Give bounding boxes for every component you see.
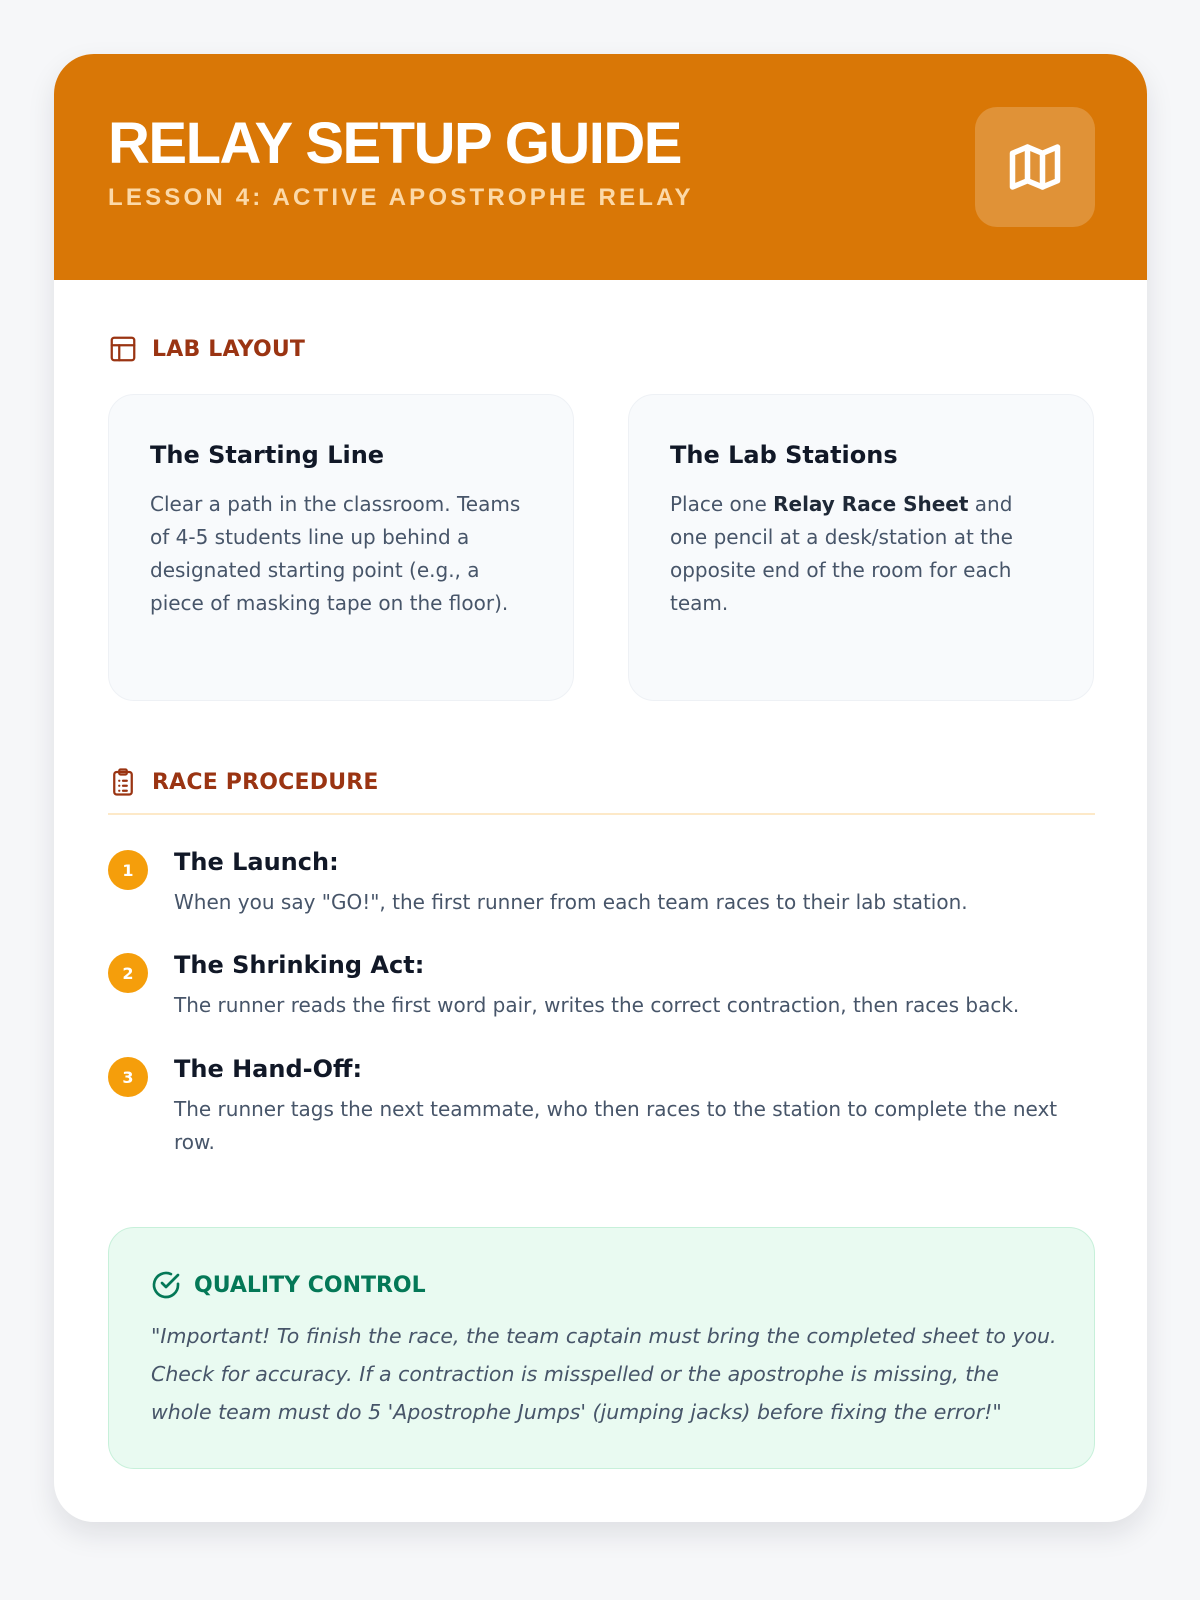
- step-description: When you say "GO!", the first runner from each team races to their lab station.: [174, 890, 968, 914]
- lab-layout-label: LAB LAYOUT: [152, 336, 306, 362]
- race-procedure-label: RACE PROCEDURE: [152, 769, 379, 795]
- layout-icon: [108, 334, 138, 364]
- starting-line-title: The Starting Line: [150, 441, 385, 469]
- map-badge: [975, 107, 1095, 227]
- clipboard-list-icon: [108, 767, 138, 797]
- step-title: The Shrinking Act:: [174, 951, 425, 979]
- step-description: The runner tags the next teammate, who then races to the station to complete the next row.: [174, 1097, 1058, 1154]
- lab-stations-text-pre: Place one: [670, 491, 774, 516]
- section-divider: [108, 813, 1095, 815]
- page-subtitle: LESSON 4: ACTIVE APOSTROPHE RELAY: [108, 184, 694, 211]
- race-procedure-heading: [108, 767, 379, 797]
- quality-control-heading: [150, 1269, 426, 1301]
- check-circle-icon: [150, 1269, 182, 1301]
- quality-control-text: "Important! To finish the race, the team captain must bring the completed sheet to you. Check for accuracy. If a contraction is misspelled or the apostrophe is missing, the whole team must do 5 'Apostrophe Jumps' (jumping jacks) before fixing the error!": [151, 1324, 1057, 1424]
- step-description: The runner reads the first word pair, writes the correct contraction, then races back.: [174, 993, 1020, 1017]
- page-title: RELAY SETUP GUIDE: [108, 111, 681, 176]
- step-number-badge: 1: [108, 850, 148, 890]
- map-icon: [1005, 137, 1065, 197]
- step-number-badge: 3: [108, 1057, 148, 1097]
- step-title: The Launch:: [174, 848, 339, 876]
- quality-control-box: [108, 1227, 1095, 1469]
- starting-line-text: Clear a path in the classroom. Teams of 4-5 students line up behind a designated starting point (e.g., a piece of masking tape on the floor).: [150, 491, 521, 615]
- guide-header: [54, 54, 1147, 280]
- relay-race-sheet-emphasis: Relay Race Sheet: [773, 491, 969, 516]
- step-title: The Hand-Off:: [174, 1055, 363, 1083]
- starting-line-card: [108, 394, 574, 701]
- lab-stations-text-post: and one pencil at a desk/station at the opposite end of the room for each team.: [670, 491, 1013, 615]
- lab-stations-card: [628, 394, 1094, 701]
- lab-layout-heading: [108, 334, 305, 364]
- step-number-badge: 2: [108, 953, 148, 993]
- lab-stations-title: The Lab Stations: [670, 441, 898, 469]
- quality-control-label: QUALITY CONTROL: [194, 1272, 426, 1298]
- lab-stations-text: [670, 488, 1053, 620]
- setup-guide-card: [54, 54, 1147, 1522]
